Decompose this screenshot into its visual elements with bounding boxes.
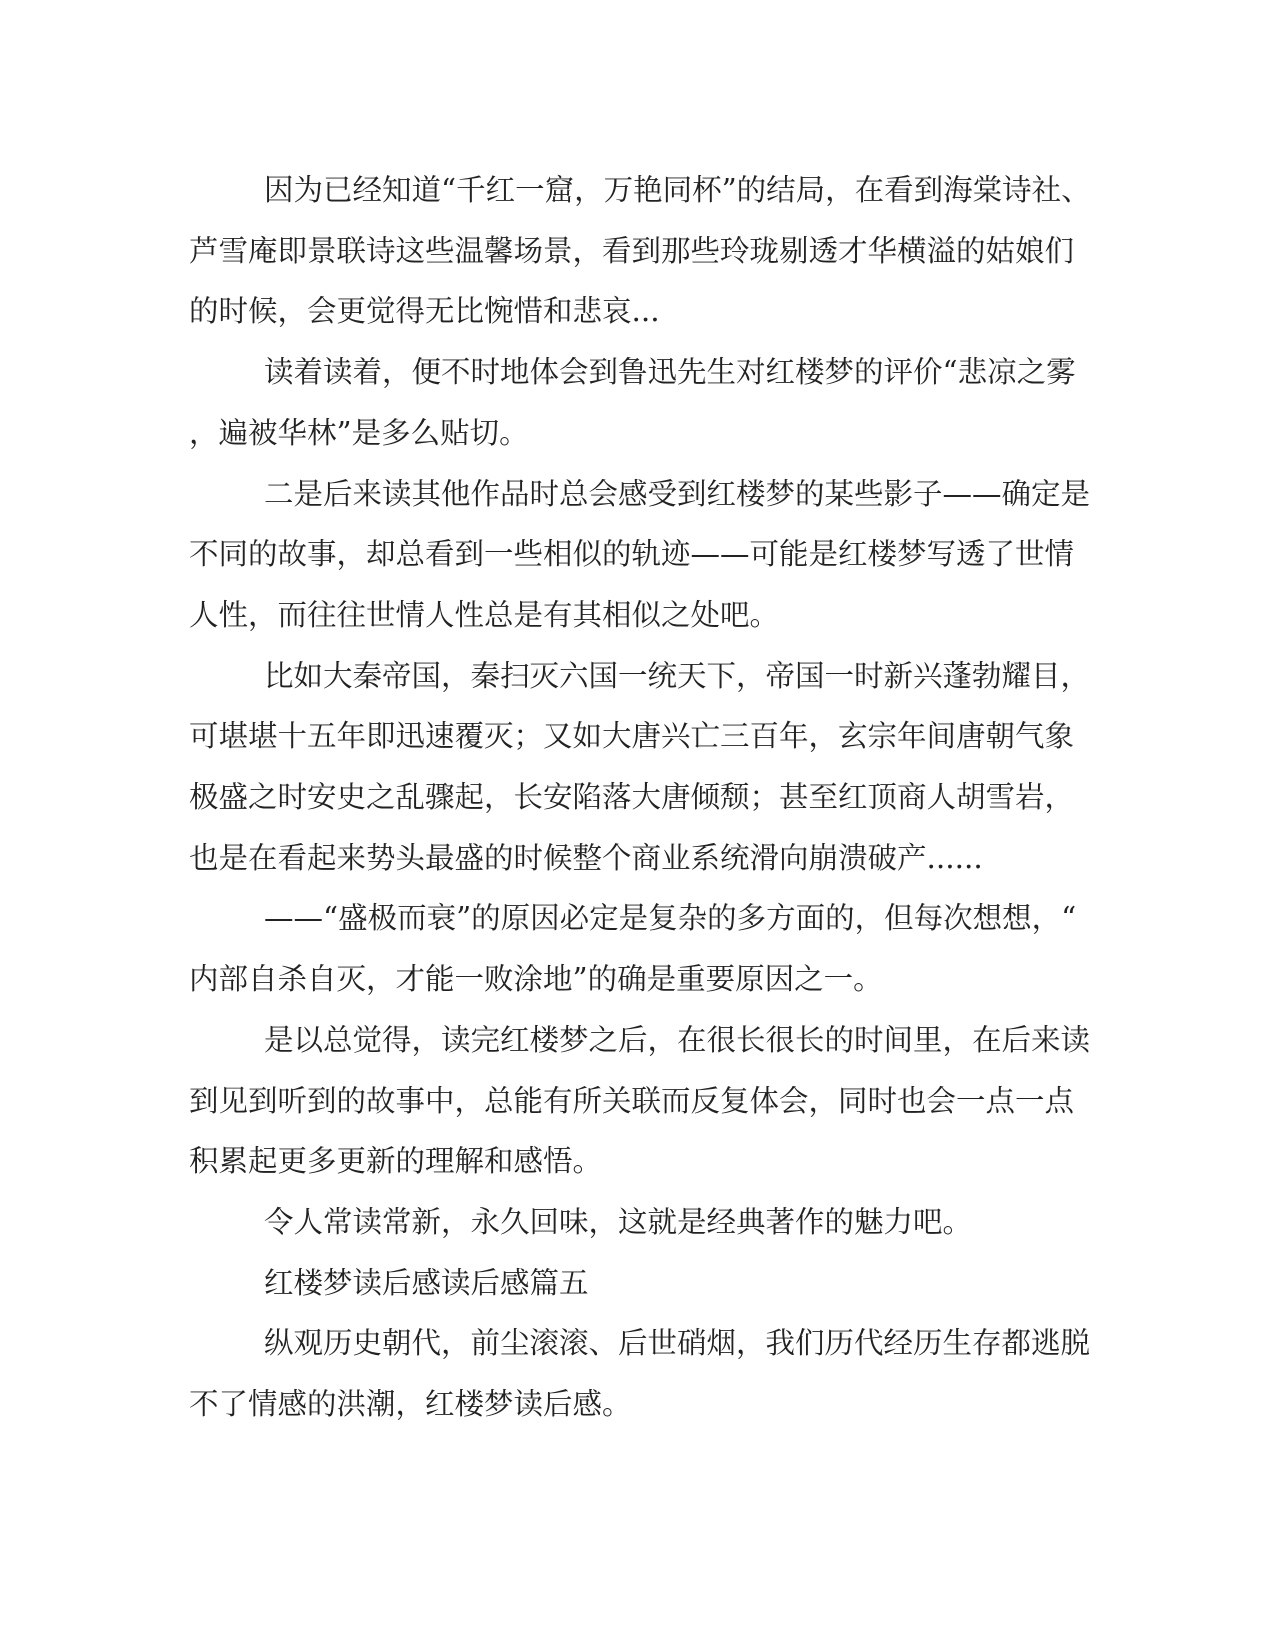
paragraph-line: 因为已经知道“千红一窟，万艳同杯”的结局，在看到海棠诗社、: [264, 173, 1091, 207]
paragraph-1: [189, 160, 1091, 342]
section-heading-text: 红楼梦读后感读后感篇五: [264, 1265, 589, 1300]
paragraph-line: 也是在看起来势头最盛的时候整个商业系统滑向崩溃破产......: [189, 840, 983, 875]
paragraph-6: [189, 1010, 1091, 1192]
paragraph-line: 纵观历史朝代，前尘滚滚、后世硝烟，我们历代经历生存都逃脱: [264, 1326, 1091, 1361]
paragraph-line: ——“盛极而衰”的原因必定是复杂的多方面的，但每次想想，“: [264, 901, 1077, 936]
paragraph-2: [189, 342, 1079, 463]
paragraph-3: [189, 464, 1091, 646]
paragraph-line: 的时候，会更觉得无比惋惜和悲哀...: [189, 294, 660, 329]
paragraph-line: 二是后来读其他作品时总会感受到红楼梦的某些影子——确定是: [264, 476, 1091, 511]
paragraph-line: 芦雪庵即景联诗这些温馨场景，看到那些玲珑剔透才华横溢的姑娘们: [189, 233, 1075, 268]
paragraph-line: 不了情感的洪潮，红楼梦读后感。: [189, 1387, 632, 1422]
paragraph-line: 极盛之时安史之乱骤起，长安陷落大唐倾颓；甚至红顶商人胡雪岩，: [189, 780, 1075, 815]
paragraph-line: ，遍被华林”是多么贴切。: [189, 415, 529, 450]
paragraph-line: 到见到听到的故事中，总能有所关联而反复体会，同时也会一点一点: [189, 1083, 1075, 1118]
paragraph-line: 比如大秦帝国，秦扫灭六国一统天下，帝国一时新兴蓬勃耀目，: [264, 658, 1091, 693]
document-body: [189, 160, 1091, 1435]
paragraph-9: [189, 1313, 1091, 1434]
section-heading: [189, 1253, 1079, 1314]
paragraph-line: 不同的故事，却总看到一些相似的轨迹——可能是红楼梦写透了世情: [189, 537, 1075, 572]
paragraph-line: 人性，而往往世情人性总是有其相似之处吧。: [189, 597, 780, 632]
paragraph-line: 令人常读常新，永久回味，这就是经典著作的魅力吧。: [264, 1204, 973, 1239]
paragraph-line: 积累起更多更新的理解和感悟。: [189, 1144, 603, 1179]
paragraph-7: [189, 1192, 1079, 1253]
paragraph-line: 内部自杀自灭，才能一败涂地”的确是重要原因之一。: [189, 962, 883, 997]
paragraph-line: 是以总觉得，读完红楼梦之后，在很长很长的时间里，在后来读: [264, 1022, 1091, 1057]
paragraph-line: 可堪堪十五年即迅速覆灭；又如大唐兴亡三百年，玄宗年间唐朝气象: [189, 719, 1075, 754]
paragraph-5: [189, 888, 1079, 1009]
paragraph-line: 读着读着，便不时地体会到鲁迅先生对红楼梦的评价“悲凉之雾: [264, 355, 1076, 390]
paragraph-4: [189, 646, 1091, 889]
